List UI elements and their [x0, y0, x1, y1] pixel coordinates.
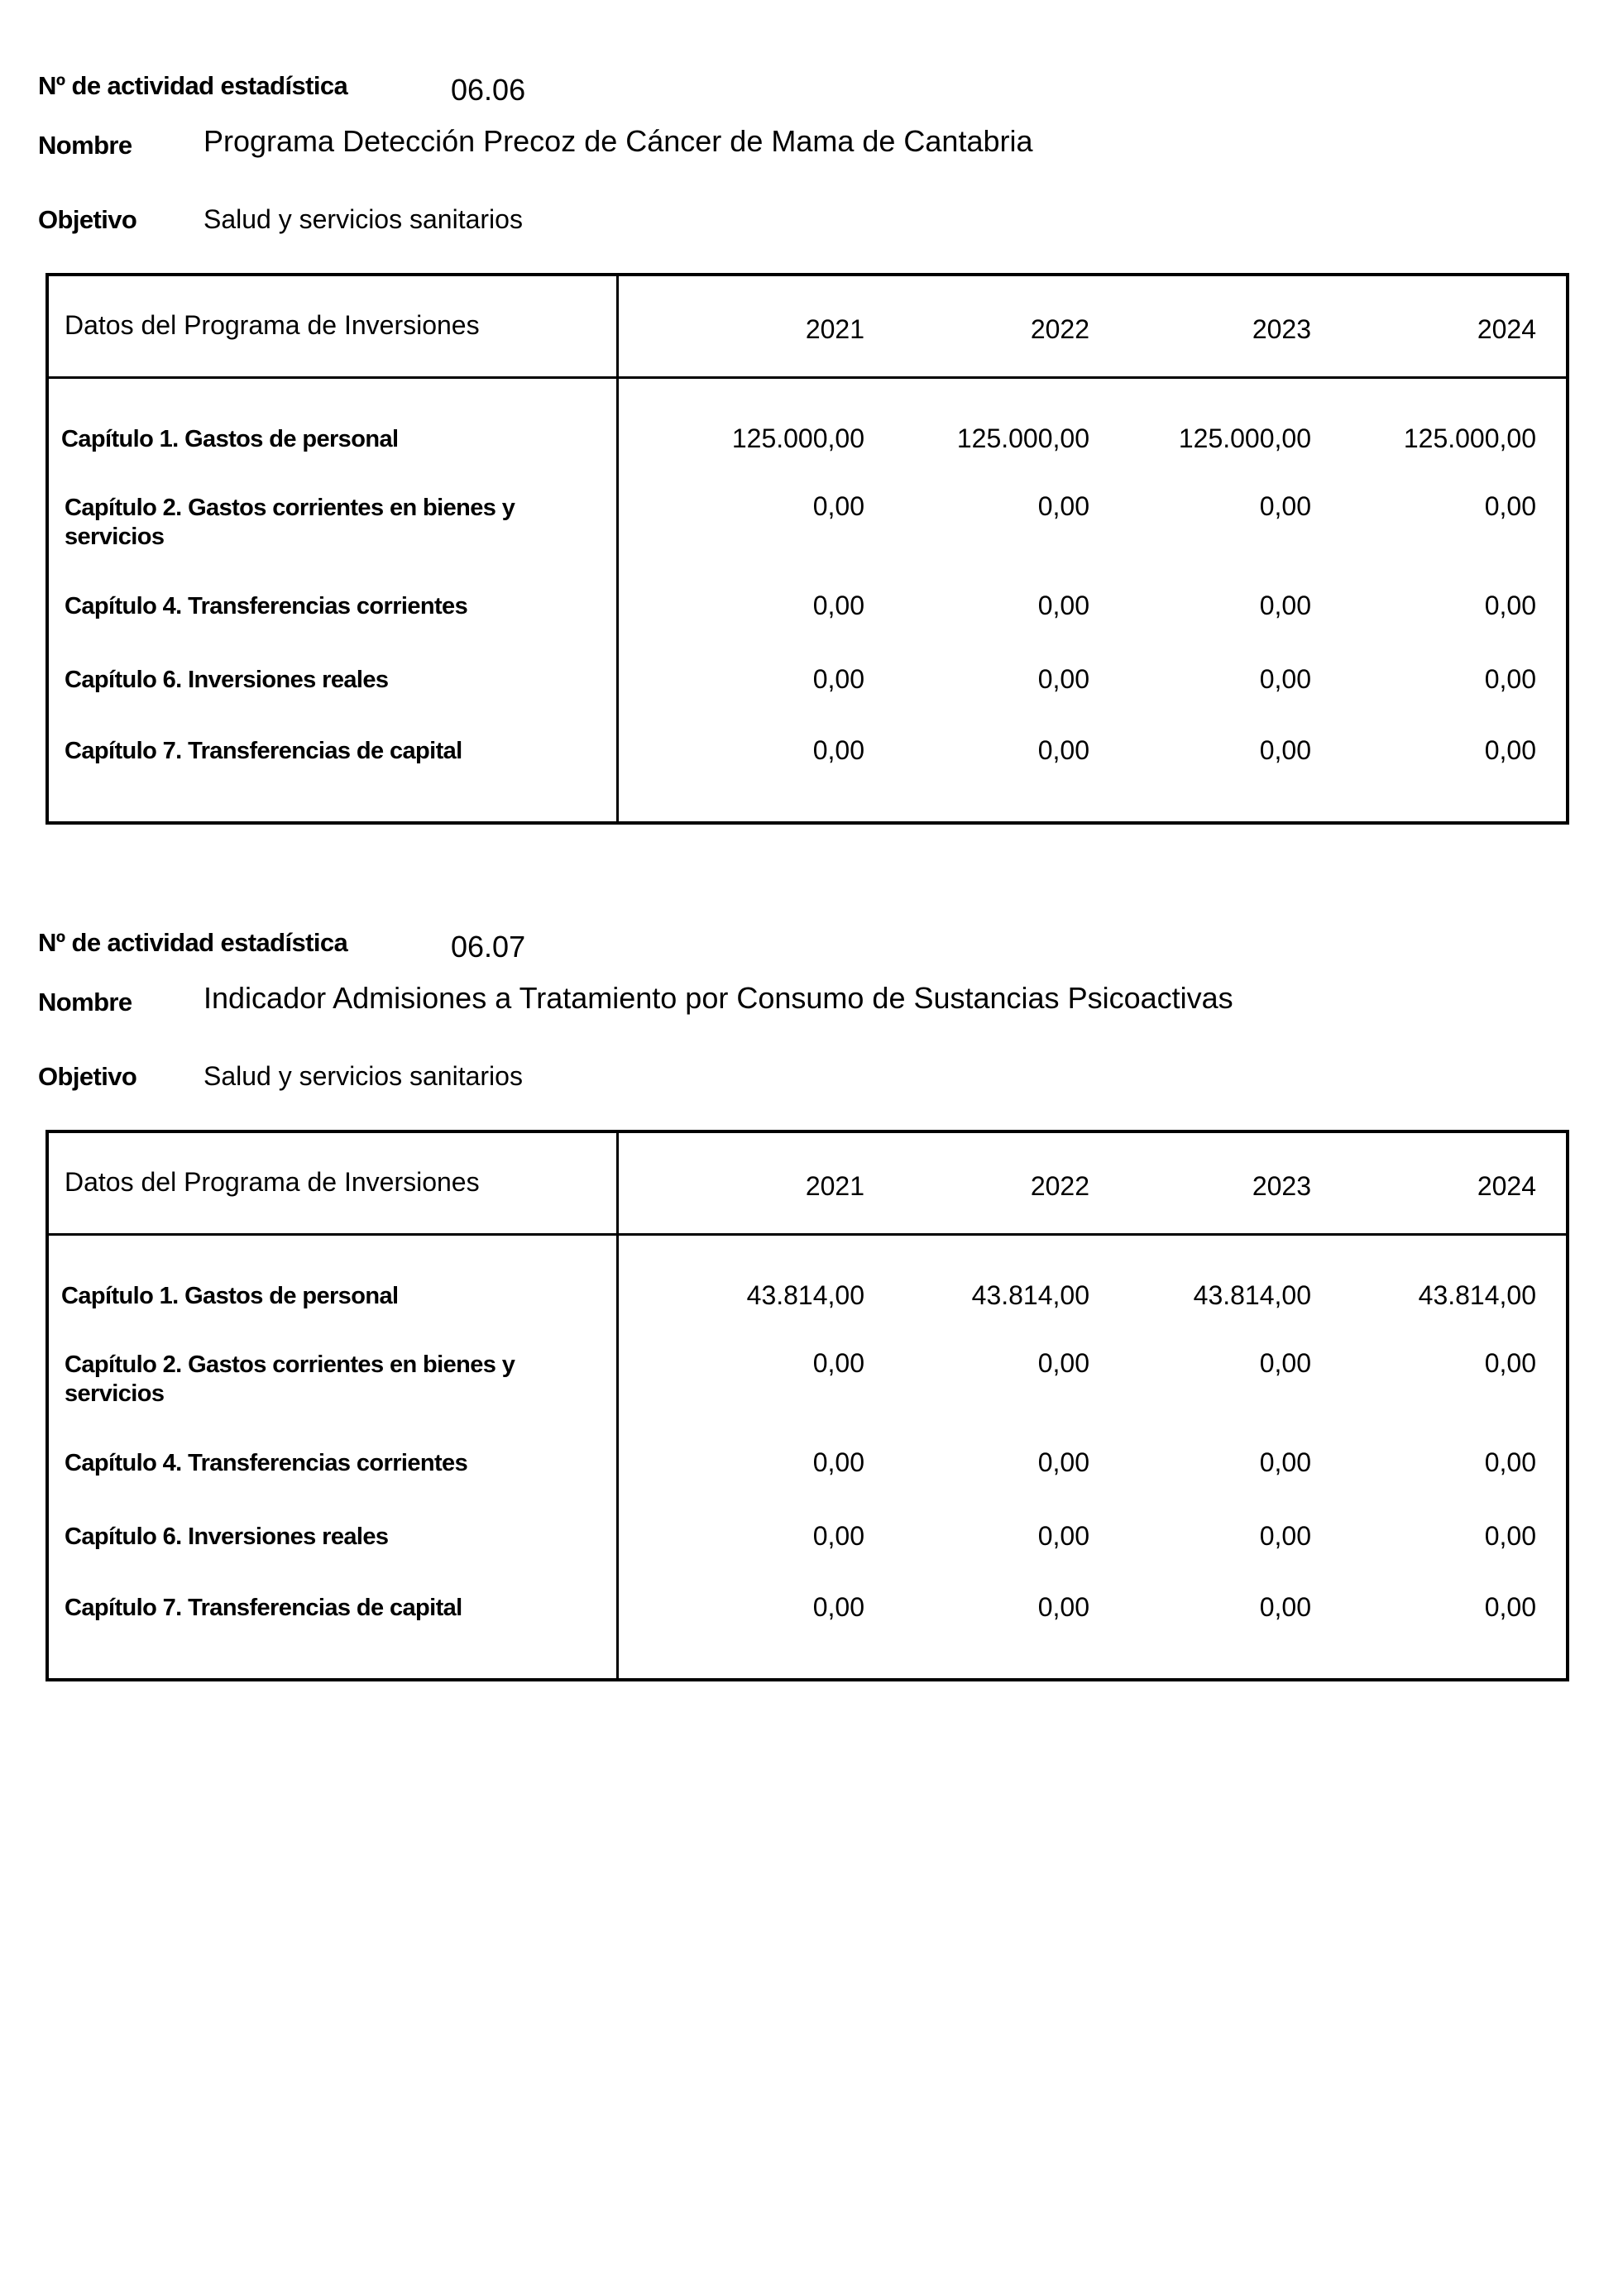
table-header-divider [49, 376, 1566, 379]
table-row-label-cap4: Capítulo 4. Transferencias corrientes [65, 593, 468, 619]
year-header-2022: 2022 [1030, 1171, 1089, 1201]
activity-number-value: 06.06 [451, 73, 526, 107]
activity-number-label: Nº de actividad estadística [38, 71, 348, 100]
investment-table [45, 273, 1569, 825]
table-row-label-cap7: Capítulo 7. Transferencias de capital [65, 1595, 462, 1621]
table-cell: 0,00 [1259, 491, 1311, 521]
table-cell: 0,00 [812, 1447, 864, 1477]
table-cell: 0,00 [1484, 664, 1536, 694]
table-cell: 0,00 [1037, 735, 1089, 765]
table-cell: 0,00 [812, 735, 864, 765]
objective-value: Salud y servicios sanitarios [203, 1061, 523, 1091]
table-row-label-cap2: Capítulo 2. Gastos corrientes en bienes y servicios [65, 1351, 515, 1407]
table-row-label-cap7: Capítulo 7. Transferencias de capital [65, 738, 462, 764]
year-header-2023: 2023 [1252, 314, 1311, 344]
table-header-label: Datos del Programa de Inversiones [65, 310, 480, 340]
table-cell: 43.814,00 [1193, 1280, 1311, 1310]
table-cell: 125.000,00 [956, 423, 1089, 453]
table-cell: 0,00 [1484, 1348, 1536, 1378]
name-value: Indicador Admisiones a Tratamiento por Consumo de Sustancias Psicoactivas [203, 981, 1233, 1015]
table-cell: 0,00 [812, 1348, 864, 1378]
table-header-divider [49, 1233, 1566, 1236]
table-cell: 0,00 [1259, 735, 1311, 765]
table-cell: 0,00 [812, 1592, 864, 1622]
name-label: Nombre [38, 131, 132, 160]
objective-label: Objetivo [38, 1062, 137, 1091]
table-column-divider [616, 1133, 619, 1678]
table-cell: 0,00 [1037, 491, 1089, 521]
activity-number-value: 06.07 [451, 930, 526, 964]
table-cell: 43.814,00 [746, 1280, 864, 1310]
table-cell: 0,00 [1259, 1521, 1311, 1551]
table-cell: 0,00 [1037, 1521, 1089, 1551]
table-cell: 0,00 [1484, 735, 1536, 765]
investment-table [45, 1130, 1569, 1681]
year-header-2024: 2024 [1477, 314, 1536, 344]
year-header-2021: 2021 [805, 314, 864, 344]
table-cell: 125.000,00 [1403, 423, 1536, 453]
table-cell: 0,00 [812, 664, 864, 694]
table-cell: 0,00 [1037, 1592, 1089, 1622]
table-row-label-cap2: Capítulo 2. Gastos corrientes en bienes y servicios [65, 495, 515, 550]
table-cell: 0,00 [1259, 664, 1311, 694]
table-cell: 0,00 [1037, 664, 1089, 694]
objective-value: Salud y servicios sanitarios [203, 204, 523, 234]
table-cell: 0,00 [1259, 1348, 1311, 1378]
table-cell: 0,00 [1484, 591, 1536, 620]
table-row-label-cap1: Capítulo 1. Gastos de personal [61, 426, 399, 452]
table-cell: 125.000,00 [731, 423, 864, 453]
table-row-label-cap4: Capítulo 4. Transferencias corrientes [65, 1450, 468, 1476]
table-cell: 0,00 [1037, 1348, 1089, 1378]
table-cell: 0,00 [1259, 1592, 1311, 1622]
table-cell: 0,00 [1484, 1447, 1536, 1477]
table-cell: 0,00 [1484, 1521, 1536, 1551]
table-cell: 0,00 [812, 491, 864, 521]
table-cell: 43.814,00 [971, 1280, 1089, 1310]
table-cell: 0,00 [1037, 1447, 1089, 1477]
table-row-label-cap1: Capítulo 1. Gastos de personal [61, 1283, 399, 1309]
year-header-2022: 2022 [1030, 314, 1089, 344]
table-cell: 0,00 [1259, 591, 1311, 620]
activity-number-label: Nº de actividad estadística [38, 928, 348, 957]
year-header-2024: 2024 [1477, 1171, 1536, 1201]
table-header-label: Datos del Programa de Inversiones [65, 1167, 480, 1197]
name-label: Nombre [38, 988, 132, 1016]
table-cell: 0,00 [1484, 491, 1536, 521]
table-cell: 0,00 [1037, 591, 1089, 620]
year-header-2021: 2021 [805, 1171, 864, 1201]
table-row-label-cap6: Capítulo 6. Inversiones reales [65, 1523, 389, 1550]
table-cell: 43.814,00 [1418, 1280, 1536, 1310]
name-value: Programa Detección Precoz de Cáncer de Mama de Cantabria [203, 124, 1033, 158]
table-cell: 0,00 [1484, 1592, 1536, 1622]
year-header-2023: 2023 [1252, 1171, 1311, 1201]
table-cell: 0,00 [812, 591, 864, 620]
objective-label: Objetivo [38, 205, 137, 234]
table-column-divider [616, 276, 619, 821]
table-cell: 125.000,00 [1178, 423, 1311, 453]
activity-section-1 [0, 0, 1623, 827]
activity-section-2 [0, 857, 1623, 1684]
table-cell: 0,00 [812, 1521, 864, 1551]
table-cell: 0,00 [1259, 1447, 1311, 1477]
table-row-label-cap6: Capítulo 6. Inversiones reales [65, 667, 389, 693]
